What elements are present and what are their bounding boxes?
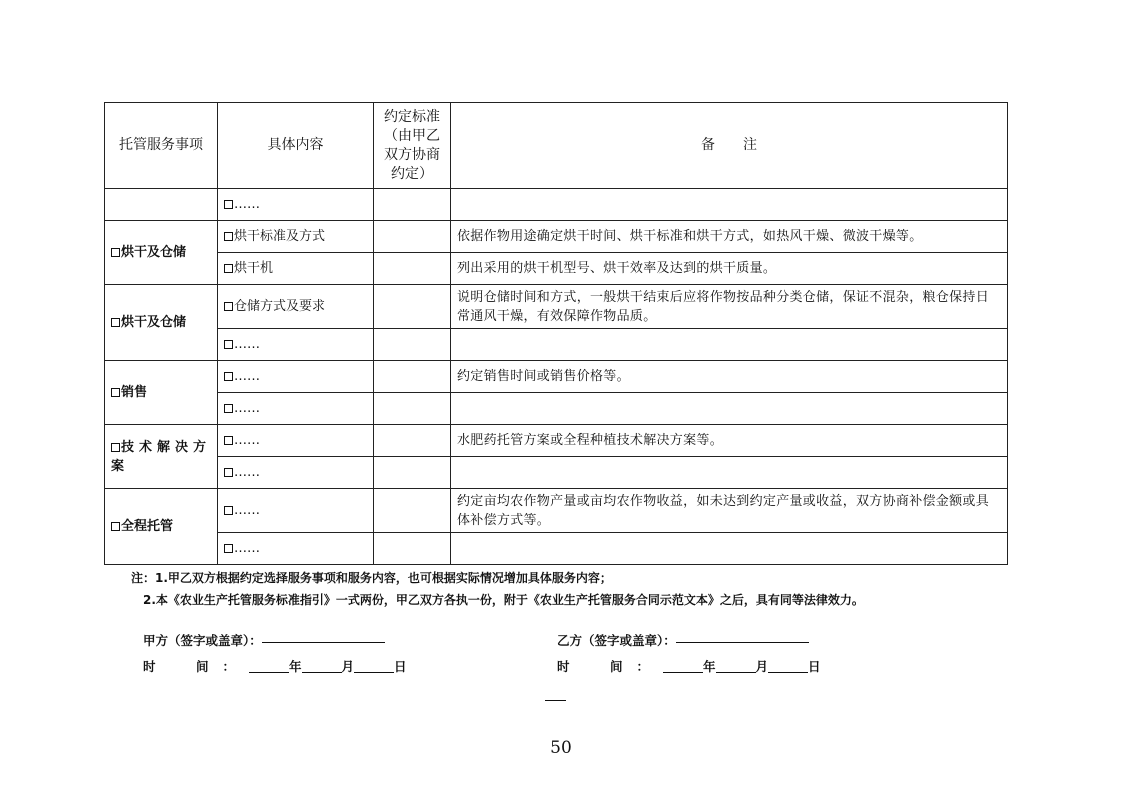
remark-cell: 依据作物用途确定烘干时间、烘干标准和烘干方式，如热风干燥、微波干燥等。	[451, 221, 1008, 253]
table-row	[105, 189, 1008, 221]
category-text: 技术解决方案	[111, 439, 212, 474]
table-row	[105, 425, 1008, 457]
month-line[interactable]	[302, 658, 342, 673]
content-text: ……	[234, 401, 260, 416]
footnote-2: 2.本《农业生产托管服务标准指引》一式两份，甲乙双方各执一份，附于《农业生产托管服务合同示范文本》之后，具有同等法律效力。	[143, 593, 864, 607]
standard-cell	[374, 329, 451, 361]
footnotes	[131, 567, 864, 611]
content-text: ……	[234, 503, 260, 518]
content-cell	[218, 489, 374, 533]
category-cell	[105, 221, 218, 285]
header-row	[105, 103, 1008, 189]
remark-cell: 水肥药托管方案或全程种植技术解决方案等。	[451, 425, 1008, 457]
footnote-1: 注：1.甲乙双方根据约定选择服务事项和服务内容，也可根据实际情况增加具体服务内容；	[131, 571, 612, 585]
standard-cell	[374, 253, 451, 285]
party-a-time-label: 时 间：	[143, 659, 250, 674]
remark-cell	[451, 189, 1008, 221]
content-cell	[218, 253, 374, 285]
party-a-sign-line[interactable]	[262, 642, 385, 643]
remark-cell: 列出采用的烘干机型号、烘干效率及达到的烘干质量。	[451, 253, 1008, 285]
category-text: 全程托管	[121, 519, 174, 534]
standard-cell	[374, 533, 451, 565]
header-standard: 约定标准（由甲乙双方协商约定）	[374, 103, 451, 189]
content-cell	[218, 285, 374, 329]
month-line[interactable]	[716, 658, 756, 673]
header-content: 具体内容	[218, 103, 374, 189]
standard-cell	[374, 221, 451, 253]
content-cell	[218, 361, 374, 393]
checkbox[interactable]	[111, 248, 120, 257]
content-text: ……	[234, 197, 260, 212]
year-label: 年	[289, 659, 302, 674]
category-cell	[105, 361, 218, 425]
content-text: ……	[234, 369, 260, 384]
month-label: 月	[341, 659, 355, 674]
standard-cell	[374, 361, 451, 393]
remark-cell	[451, 533, 1008, 565]
category-text: 销售	[121, 385, 148, 400]
checkbox[interactable]	[224, 436, 233, 445]
checkbox[interactable]	[111, 443, 120, 452]
party-b-time-label: 时 间：	[557, 659, 664, 674]
table-row	[105, 393, 1008, 425]
standard-cell	[374, 457, 451, 489]
category-cell	[105, 489, 218, 565]
standard-cell	[374, 489, 451, 533]
checkbox[interactable]	[224, 468, 233, 477]
content-cell	[218, 425, 374, 457]
checkbox[interactable]	[111, 388, 120, 397]
header-service-item: 托管服务事项	[105, 103, 218, 189]
header-remarks: 备 注	[451, 103, 1008, 189]
party-a-label: 甲方（签字或盖章）：	[143, 633, 262, 648]
party-b-sign-line[interactable]	[676, 642, 809, 643]
checkbox[interactable]	[224, 404, 233, 413]
category-cell-empty	[105, 189, 218, 221]
standard-cell	[374, 425, 451, 457]
table-row	[105, 285, 1008, 329]
content-text: 烘干机	[234, 261, 274, 276]
table-row	[105, 361, 1008, 393]
table-row	[105, 457, 1008, 489]
standard-cell	[374, 393, 451, 425]
content-text: ……	[234, 433, 260, 448]
table-row	[105, 253, 1008, 285]
checkbox[interactable]	[224, 302, 233, 311]
content-cell	[218, 189, 374, 221]
day-label: 日	[808, 659, 821, 674]
checkbox[interactable]	[224, 200, 233, 209]
checkbox[interactable]	[224, 506, 233, 515]
year-label: 年	[703, 659, 716, 674]
content-text: ……	[234, 337, 260, 352]
remark-cell	[451, 393, 1008, 425]
month-label: 月	[755, 659, 769, 674]
remark-cell: 说明仓储时间和方式，一般烘干结束后应将作物按品种分类仓储，保证不混杂，粮仓保持日常通风干燥，有效保障作物品质。	[451, 285, 1008, 329]
content-cell	[218, 221, 374, 253]
checkbox[interactable]	[224, 264, 233, 273]
table-row	[105, 533, 1008, 565]
category-text: 烘干及仓储	[121, 245, 187, 260]
content-text: ……	[234, 541, 260, 556]
party-a-signature	[143, 628, 407, 680]
table-row	[105, 221, 1008, 253]
checkbox[interactable]	[111, 522, 120, 531]
remark-cell: 约定亩均农作物产量或亩均农作物收益，如未达到约定产量或收益，双方协商补偿金额或具体补偿方式等。	[451, 489, 1008, 533]
year-line[interactable]	[249, 658, 289, 673]
checkbox[interactable]	[224, 372, 233, 381]
category-text: 烘干及仓储	[121, 315, 187, 330]
standard-cell	[374, 189, 451, 221]
checkbox[interactable]	[224, 232, 233, 241]
content-cell	[218, 329, 374, 361]
remark-cell: 约定销售时间或销售价格等。	[451, 361, 1008, 393]
day-line[interactable]	[768, 658, 808, 673]
page-number: 50	[550, 738, 572, 758]
content-text: 烘干标准及方式	[234, 229, 326, 244]
standard-cell	[374, 285, 451, 329]
party-b-signature	[557, 628, 821, 680]
party-b-label: 乙方（签字或盖章）：	[557, 633, 676, 648]
category-cell	[105, 425, 218, 489]
service-standard-table	[104, 102, 1008, 565]
content-cell	[218, 393, 374, 425]
table-row	[105, 329, 1008, 361]
year-line[interactable]	[663, 658, 703, 673]
checkbox[interactable]	[224, 340, 233, 349]
content-cell	[218, 533, 374, 565]
table-row	[105, 489, 1008, 533]
checkbox[interactable]	[111, 318, 120, 327]
content-text: ……	[234, 465, 260, 480]
day-line[interactable]	[354, 658, 394, 673]
page-dash	[545, 700, 566, 701]
remark-cell	[451, 457, 1008, 489]
remark-cell	[451, 329, 1008, 361]
category-cell	[105, 285, 218, 361]
content-text: 仓储方式及要求	[234, 299, 326, 314]
checkbox[interactable]	[224, 544, 233, 553]
day-label: 日	[394, 659, 407, 674]
content-cell	[218, 457, 374, 489]
